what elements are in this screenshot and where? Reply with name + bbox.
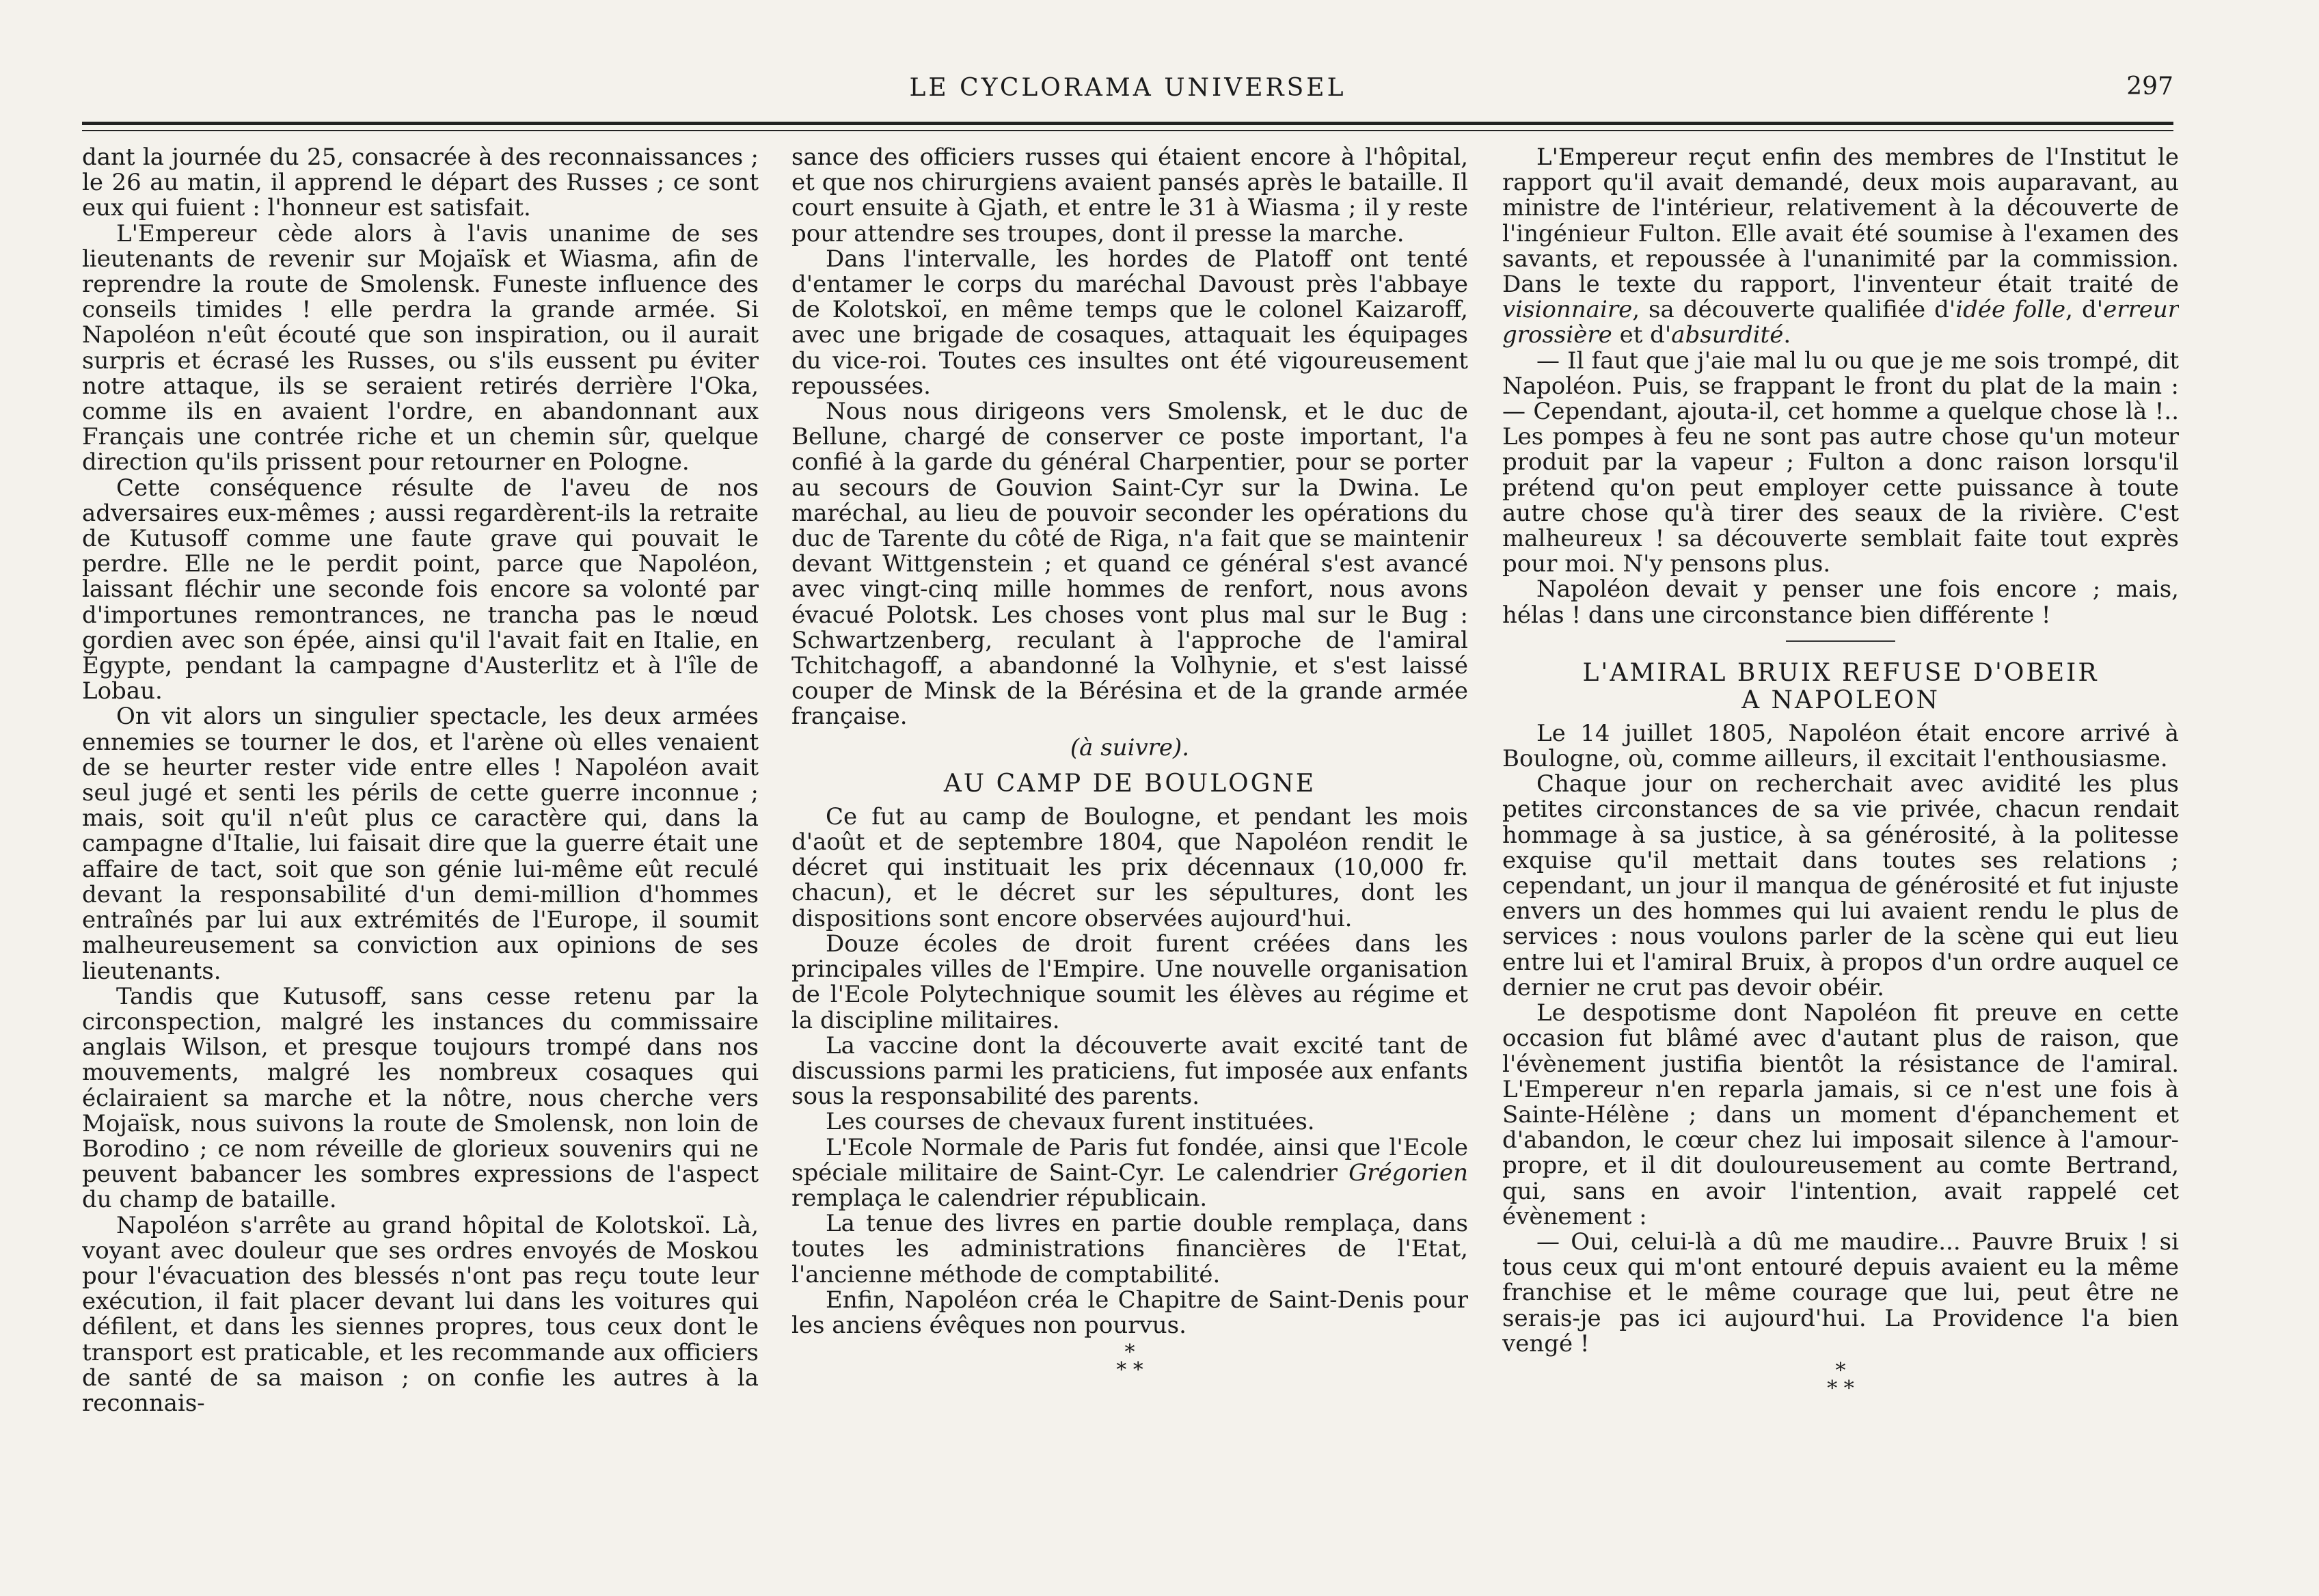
- paragraph: Dans l'intervalle, les hordes de Platoff ont tenté d'entamer le corps du maréchal Davoust près l'abbaye de Kolotskoï, en même temps que le colonel Kaizaroff, avec une brigade de cosaques, attaquait les équipages du vice-roi. Toutes ces insultes ont été vigoureusement repoussées.: [791, 245, 1468, 400]
- paragraph: Enfin, Napoléon créa le Chapitre de Saint-Denis pour les anciens évêques non pourvus.: [791, 1286, 1468, 1339]
- asterism-bottom: * *: [1827, 1376, 1854, 1401]
- paragraph: La tenue des livres en partie double remplaça, dans toutes les administrations financières de l'Etat, l'ancienne méthode de comptabilité.: [791, 1210, 1468, 1288]
- paragraph: On vit alors un singulier spectacle, les deux armées ennemies se tourner le dos, et l'arène où elles venaient de se heurter rester vide entre elles ! Napoléon avait seul jugé et senti les périls de cette guerre inconnue ; mais, soit qu'il n'eût plus ce caractère qui, dans la campagne d'Italie, lui faisait dire que la guerre était une affaire de tact, soit que son génie lui-même eût reculé devant la responsabilité d'un demi-million d'hommes entraînés par lui aux extrémités de l'Europe, il soumit malheureusement sa conviction aux opinions de ses lieutenants.: [82, 703, 759, 985]
- page-number: 297: [2126, 72, 2173, 100]
- paragraph: Cette conséquence résulte de l'aveu de nos adversaires eux-mêmes ; aussi regardèrent-ils la retraite de Kutusoff comme une faute grave qui pouvait le perdre. Elle ne le perdit point, parce que Napoléon, laissant fléchir une seconde fois encore sa volonté par d'importunes remontrances, ne trancha pas le nœud gordien avec son épée, ainsi qu'il l'avait fait en Italie, en Égypte, pendant la campagne d'Austerlitz et à l'île de Lobau.: [82, 474, 759, 705]
- section-title-camp-de-boulogne: AU CAMP DE BOULOGNE: [943, 769, 1316, 798]
- paragraph: sance des officiers russes qui étaient encore à l'hôpital, et que nos chirurgiens avaient pansés après le bataille. Il court ensuite à Gjath, et entre le 31 à Wiasma ; il y reste pour attendre ses troupes, dont il presse la marche.: [791, 145, 1468, 247]
- to-be-continued: (à suivre).: [1070, 733, 1190, 761]
- header-rule-thin: [82, 130, 2173, 131]
- paragraph: [791, 1135, 1468, 1212]
- italic-text: idée folle: [1955, 296, 2066, 324]
- paragraph: Napoléon s'arrête au grand hôpital de Kolotskoï. Là, voyant avec douleur que ses ordres envoyés de Moskou pour l'évacuation des blessés n'ont pas reçu toute leur exécution, il fait placer devant lui dans les voitures qui défilent, et dans les siennes propres, tous ceux dont le transport est praticable, et les recommande aux officiers de santé de sa maison ; on confie les autres à la reconnais-: [82, 1211, 759, 1417]
- paragraph: dant la journée du 25, consacrée à des reconnaissances ; le 26 au matin, il apprend le départ des Russes ; ce sont eux qui fuient : l'honneur est satisfait.: [82, 145, 759, 222]
- paragraph: Napoléon devait y penser une fois encore ; mais, hélas ! dans une circonstance bien différente !: [1502, 576, 2179, 629]
- text-run: remplaça le calendrier républicain.: [791, 1184, 1208, 1212]
- asterism-bottom: * *: [1116, 1358, 1143, 1383]
- text-run: , sa découverte qualifiée d': [1632, 296, 1956, 324]
- section-title-line: A NAPOLEON: [1741, 686, 1940, 714]
- text-run: L'Ecole Normale de Paris fut fondée, ainsi que l'Ecole spéciale militaire de Saint-Cyr. Le calendrier: [791, 1133, 1468, 1187]
- paragraph: La vaccine dont la découverte avait excité tant de discussions parmi les praticiens, fut imposée aux enfants sous la responsabilité des parents.: [791, 1031, 1468, 1111]
- paragraph: L'Empereur cède alors à l'avis unanime de ses lieutenants de revenir sur Mojaïsk et Wiasma, afin de reprendre la route de Smolensk. Funeste influence des conseils timides ! elle perdra la grande armée. Si Napoléon n'eût écouté que son inspiration, ou il aurait surpris et écrasé les Russes, ou s'ils eussent pu éviter notre attaque, ils se seraient retirés derrière l'Oka, comme ils en avaient l'ordre, en abandonnant aux Français une contrée riche et un chemin sûr, quelque direction qu'ils prissent pour retourner en Pologne.: [82, 219, 759, 476]
- journal-title: LE CYCLORAMA UNIVERSEL: [909, 74, 1346, 102]
- asterism-top: *: [1835, 1358, 1846, 1383]
- paragraph: Le 14 juillet 1805, Napoléon était encore arrivé à Boulogne, où, comme ailleurs, il excitait l'enthousiasme.: [1502, 719, 2179, 773]
- section-title-line: L'AMIRAL BRUIX REFUSE D'OBEIR: [1582, 658, 2099, 687]
- paragraph: Le despotisme dont Napoléon fit preuve en cette occasion fut blâmé avec d'autant plus de raison, que l'évènement justifia bientôt la résistance de l'amiral. L'Empereur n'en reparla jamais, si ce n'est une fois à Sainte-Hélène ; dans un moment d'épanchement et d'abandon, le cœur chez lui imposait silence à l'amour-propre, et il dit douloureusement au comte Bertrand, qui, sans en avoir l'intention, avait rappelé cet évènement :: [1502, 999, 2179, 1230]
- text-run: et d': [1612, 321, 1672, 349]
- italic-text: erreur grossière: [1502, 296, 2179, 349]
- text-run: .: [1783, 321, 1791, 349]
- paragraph: Chaque jour on recherchait avec avidité les plus petites circonstances de sa vie privée, chacun rendait hommage à sa justice, à sa générosité, à la politesse exquise qu'il mettait dans toutes ses relations ; cependant, un jour il manqua de générosité et fut injuste envers un des hommes qui lui avaient rendu le plus de services : nous voulons parler de la scène qui eut lieu entre lui et l'amiral Bruix, à propos d'un ordre auquel ce dernier ne crut pas devoir obéir.: [1502, 770, 2179, 1001]
- text-run: , d': [2065, 296, 2104, 324]
- italic-text: visionnaire: [1502, 296, 1633, 324]
- paragraph: Ce fut au camp de Boulogne, et pendant les mois d'août et de septembre 1804, que Napoléon rendit le décret qui instituait les prix décennaux (10,000 fr. chacun), et le décret sur les sépultures, dont les dispositions sont encore observées aujourd'hui.: [791, 802, 1468, 932]
- column-1: [82, 145, 759, 1478]
- column-3: [1502, 145, 2179, 1478]
- section-divider: [1786, 640, 1895, 642]
- italic-text: Grégorien: [1348, 1159, 1468, 1187]
- text-run: L'Empereur reçut enfin des membres de l'Institut le rapport qu'il avait demandé, deux mois auparavant, au ministre de l'intérieur, relativement à la découverte de l'ingénieur Fulton. Elle avait été soumise à l'examen des savants, et repoussée à l'unanimité par la commission. Dans le texte du rapport, l'inventeur était traité de: [1502, 145, 2179, 299]
- paragraph: Nous nous dirigeons vers Smolensk, et le duc de Bellune, chargé de conserver ce poste important, l'a confié à la garde du général Charpentier, pour se porter au secours de Gouvion Saint-Cyr sur la Dwina. Le maréchal, au lieu de pouvoir seconder les opérations du duc de Tarente du côté de Riga, n'a fait que se maintenir devant Wittgenstein ; et quand ce général s'est avancé avec vingt-cinq mille hommes de renfort, nous avons évacué Polotsk. Les choses vont plus mal sur le Bug : Schwartzenberg, reculant à l'approche de l'amiral Tchitchagoff, a abandonné la Volhynie, et s'est laissé couper de Minsk de la Bérésina et de la grande armée française.: [791, 398, 1468, 731]
- paragraph: Tandis que Kutusoff, sans cesse retenu par la circonspection, malgré les instances du commissaire anglais Wilson, et presque toujours trompé dans nos mouvements, malgré les nombreux cosaques qui éclairaient sa marche et la nôtre, nous cherche vers Mojaïsk, nous suivons la route de Smolensk, non loin de Borodino ; ce nom réveille de glorieux souvenirs qui ne peuvent babancer les sombres expressions de l'aspect du champ de bataille.: [82, 982, 759, 1214]
- column-2: [791, 145, 1468, 1478]
- paragraph: — Oui, celui-là a dû me maudire... Pauvre Bruix ! si tous ceux qui m'ont entouré depuis avaient eu la même franchise et le même courage que lui, peut être ne serais-je pas ici aujourd'hui. La Providence l'a bien vengé !: [1502, 1228, 2179, 1357]
- page-header: [82, 68, 2173, 109]
- paragraph: [1502, 145, 2179, 349]
- paragraph: Douze écoles de droit furent créées dans les principales villes de l'Empire. Une nouvelle organisation de l'Ecole Polytechnique soumit les élèves au régime et la discipline militaires.: [791, 930, 1468, 1034]
- header-rule-thick: [82, 122, 2173, 125]
- asterism-separator: [791, 1340, 1468, 1383]
- paragraph: Les courses de chevaux furent instituées.: [826, 1108, 1315, 1136]
- paragraph: — Il faut que j'aie mal lu ou que je me sois trompé, dit Napoléon. Puis, se frappant le front du plat de la main :— Cependant, ajouta-il, cet homme a quelque chose là !.. Les pompes à feu ne sont pas autre chose qu'un moteur produit par la vapeur ; Fulton a donc raison lorsqu'il prétend qu'on peut employer cette puissance à toute autre chose qu'à tirer des seaux de la rivière. C'est malheureux ! sa découverte semblait faite tout exprès pour moi. N'y pensons plus.: [1502, 347, 2179, 578]
- asterism-separator: [1502, 1358, 2179, 1401]
- asterism-top: *: [1124, 1340, 1135, 1365]
- section-title-amiral-bruix: [1502, 660, 2179, 714]
- italic-text: absurdité: [1671, 321, 1784, 349]
